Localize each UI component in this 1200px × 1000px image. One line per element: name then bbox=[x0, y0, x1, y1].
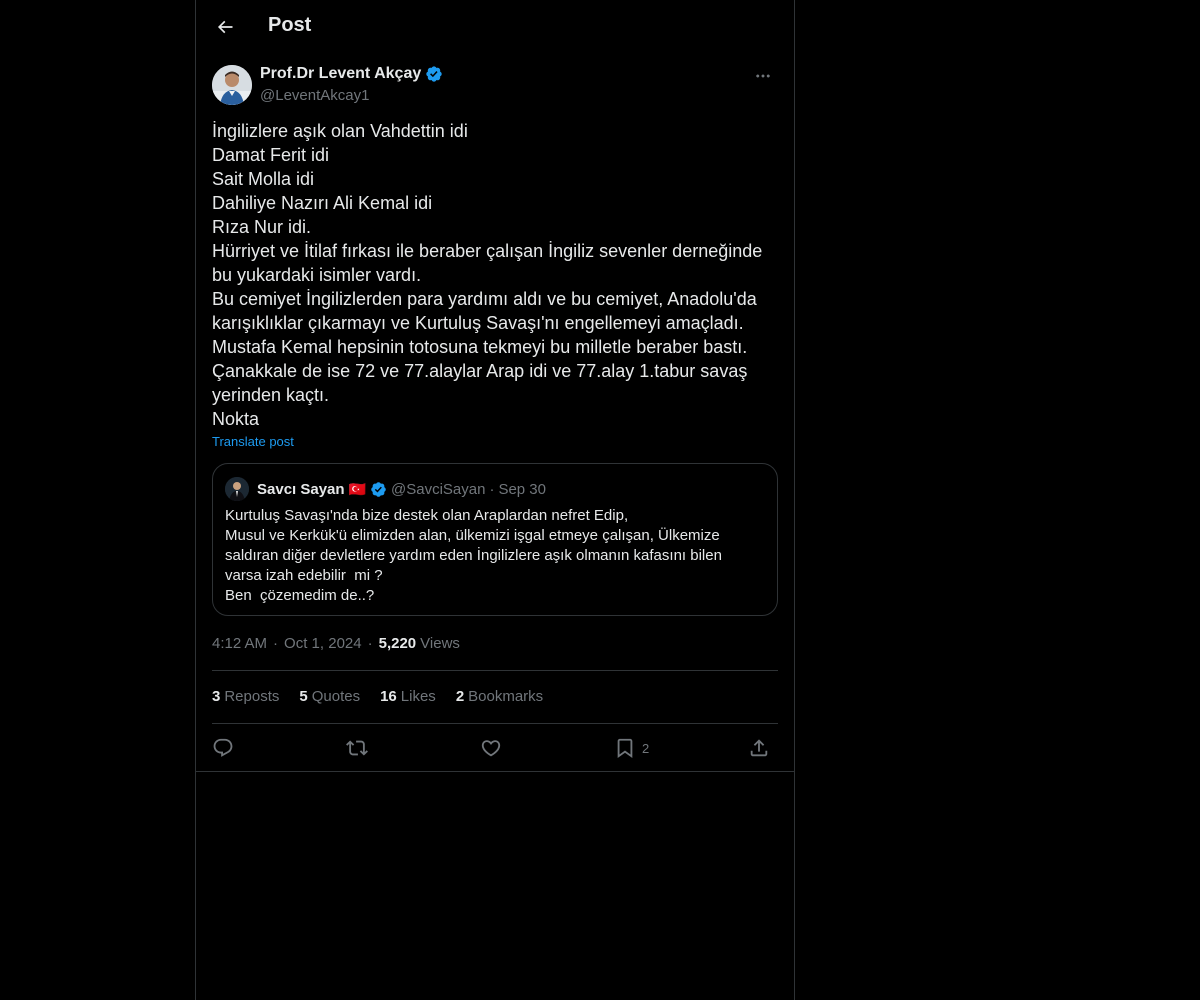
post-line: yerinden kaçtı. bbox=[212, 385, 330, 405]
quoted-post-date: Sep 30 bbox=[498, 480, 546, 498]
reply-icon bbox=[212, 737, 234, 759]
author-handle[interactable]: @LeventAkcay1 bbox=[260, 87, 370, 104]
post-line: bu yukardaki isimler vardı. bbox=[212, 265, 422, 285]
reposts-stat[interactable] bbox=[212, 688, 279, 705]
post-meta bbox=[212, 635, 460, 652]
action-bar bbox=[212, 733, 778, 763]
post-column bbox=[195, 0, 795, 1000]
bookmarks-label: Bookmarks bbox=[468, 688, 544, 705]
like-button[interactable] bbox=[480, 733, 502, 763]
reposts-label: Reposts bbox=[224, 688, 280, 705]
bookmark-button[interactable] bbox=[614, 733, 649, 763]
header bbox=[196, 0, 794, 53]
quotes-label: Quotes bbox=[311, 688, 361, 705]
bookmark-count: 2 bbox=[642, 740, 650, 756]
repost-button[interactable] bbox=[346, 733, 368, 763]
page-title: Post bbox=[268, 14, 312, 36]
views-label: Views bbox=[420, 635, 460, 652]
engagement-stats bbox=[212, 688, 543, 705]
separator-dot: · bbox=[489, 480, 495, 498]
post-time[interactable]: 4:12 AM bbox=[212, 635, 268, 652]
verified-badge-icon bbox=[425, 65, 443, 83]
translate-post-link[interactable]: Translate post bbox=[212, 434, 294, 449]
post-line: Nokta bbox=[212, 409, 260, 429]
reposts-count: 3 bbox=[212, 688, 221, 705]
quoted-post-text bbox=[225, 506, 765, 606]
post-text bbox=[212, 119, 778, 431]
separator-dot: · bbox=[273, 635, 279, 652]
verified-badge-icon bbox=[370, 481, 387, 498]
post-line: Rıza Nur idi. bbox=[212, 217, 312, 237]
like-icon bbox=[480, 737, 502, 759]
author-name[interactable] bbox=[260, 65, 443, 83]
quoted-author-avatar bbox=[225, 477, 249, 501]
post-line: Sait Molla idi bbox=[212, 169, 315, 189]
views-count: 5,220 bbox=[378, 635, 417, 652]
likes-label: Likes bbox=[400, 688, 436, 705]
more-icon bbox=[754, 67, 772, 85]
post-line: karışıklıklar çıkarmayı ve Kurtuluş Savaşı'nı engellemeyi amaçladı. bbox=[212, 313, 744, 333]
likes-stat[interactable] bbox=[380, 688, 436, 705]
author-name-text: Prof.Dr Levent Akçay bbox=[260, 65, 422, 82]
bookmark-icon bbox=[614, 737, 636, 759]
more-button[interactable] bbox=[748, 64, 778, 88]
quoted-line: Kurtuluş Savaşı'nda bize destek olan Araplardan nefret Edip, bbox=[225, 507, 629, 524]
post-line: İngilizlere aşık olan Vahdettin idi bbox=[212, 121, 468, 141]
post-line: Dahiliye Nazırı Ali Kemal idi bbox=[212, 193, 433, 213]
post-line: Damat Ferit idi bbox=[212, 145, 330, 165]
divider bbox=[212, 723, 778, 724]
quoted-line: Musul ve Kerkük'ü elimizden alan, ülkemizi işgal etmeye çalışan, Ülkemize bbox=[225, 527, 720, 544]
quoted-line: Ben çözemedim de..? bbox=[225, 587, 375, 604]
quoted-line: saldıran diğer devletlere yardım eden İngilizlere aşık olmanın kafasını bilen bbox=[225, 547, 722, 564]
quoted-post[interactable] bbox=[212, 463, 778, 616]
divider bbox=[196, 771, 794, 772]
back-arrow-icon bbox=[215, 17, 235, 37]
post-line: Çanakkale de ise 72 ve 77.alaylar Arap idi ve 77.alay 1.tabur savaş bbox=[212, 361, 748, 381]
repost-icon bbox=[346, 737, 368, 759]
post-line: Bu cemiyet İngilizlerden para yardımı aldı ve bu cemiyet, Anadolu'da bbox=[212, 289, 757, 309]
bookmarks-stat[interactable] bbox=[456, 688, 543, 705]
bookmarks-count: 2 bbox=[455, 688, 465, 705]
flag-emoji: 🇹🇷 bbox=[348, 480, 366, 497]
likes-count: 16 bbox=[380, 688, 397, 705]
share-icon bbox=[748, 737, 770, 759]
author-row bbox=[212, 64, 778, 108]
quoted-author-handle: @SavciSayan bbox=[391, 480, 486, 498]
quoted-line: varsa izah edebilir mi ? bbox=[225, 567, 383, 584]
post-line: Hürriyet ve İtilaf fırkası ile beraber çalışan İngiliz sevenler derneğinde bbox=[212, 241, 763, 261]
post-date[interactable]: Oct 1, 2024 bbox=[284, 635, 362, 652]
reply-button[interactable] bbox=[212, 733, 234, 763]
separator-dot: · bbox=[367, 635, 373, 652]
quoted-post-header bbox=[225, 477, 546, 501]
quotes-stat[interactable] bbox=[299, 688, 360, 705]
divider bbox=[212, 670, 778, 671]
share-button[interactable] bbox=[748, 733, 770, 763]
post-line: Mustafa Kemal hepsinin totosuna tekmeyi bu milletle beraber bastı. bbox=[212, 337, 748, 357]
quotes-count: 5 bbox=[299, 688, 308, 705]
back-button[interactable] bbox=[208, 10, 242, 44]
author-avatar[interactable] bbox=[212, 65, 252, 105]
quoted-author-name: Savcı Sayan bbox=[257, 480, 345, 498]
